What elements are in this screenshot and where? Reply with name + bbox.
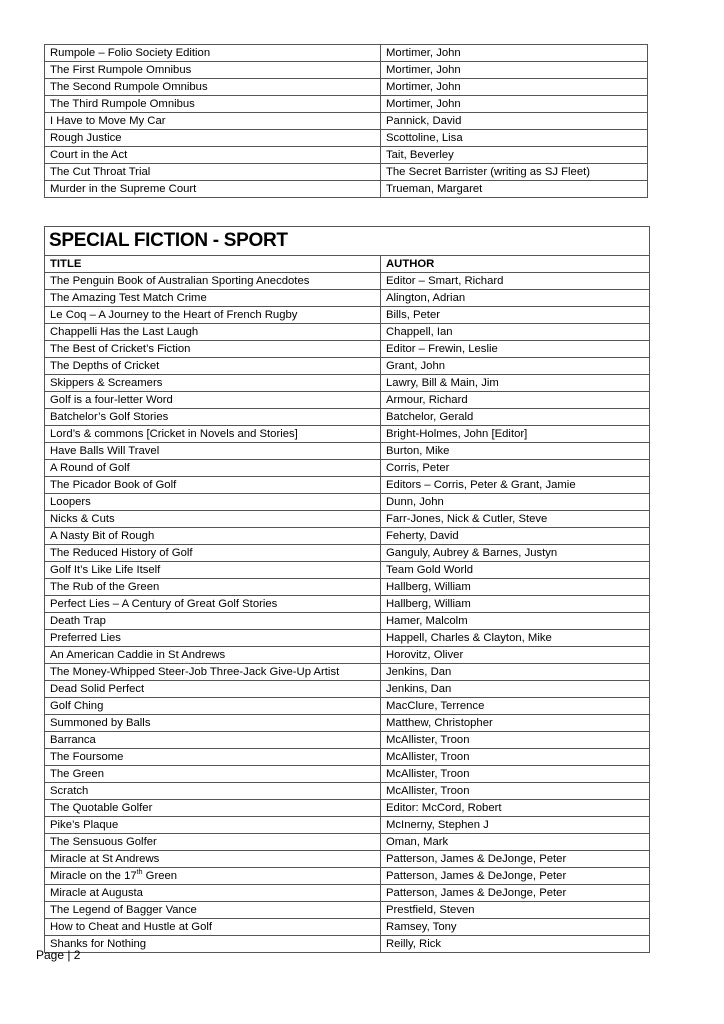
book-author: Mortimer, John xyxy=(381,62,648,79)
book-author: Trueman, Margaret xyxy=(381,181,648,198)
table-row xyxy=(45,613,650,630)
table-row xyxy=(45,45,648,62)
book-title: Golf It’s Like Life Itself xyxy=(45,562,381,579)
book-title: Nicks & Cuts xyxy=(45,511,381,528)
table-row xyxy=(45,477,650,494)
book-author: McAllister, Troon xyxy=(381,783,650,800)
book-title: The Penguin Book of Australian Sporting Anecdotes xyxy=(45,273,381,290)
book-author: Mortimer, John xyxy=(381,79,648,96)
book-author: Oman, Mark xyxy=(381,834,650,851)
table-row xyxy=(45,715,650,732)
table-row xyxy=(45,630,650,647)
book-title: Rough Justice xyxy=(45,130,381,147)
book-title: Miracle at St Andrews xyxy=(45,851,381,868)
book-title: Le Coq – A Journey to the Heart of French Rugby xyxy=(45,307,381,324)
table-row xyxy=(45,834,650,851)
table-row xyxy=(45,426,650,443)
book-title: Shanks for Nothing xyxy=(45,936,381,953)
table-row xyxy=(45,460,650,477)
book-title: The Reduced History of Golf xyxy=(45,545,381,562)
book-title: A Nasty Bit of Rough xyxy=(45,528,381,545)
book-author: Scottoline, Lisa xyxy=(381,130,648,147)
table-row xyxy=(45,494,650,511)
table-row xyxy=(45,817,650,834)
book-title: Court in the Act xyxy=(45,147,381,164)
book-title: Chappelli Has the Last Laugh xyxy=(45,324,381,341)
book-author: McAllister, Troon xyxy=(381,766,650,783)
table-row xyxy=(45,851,650,868)
table-row xyxy=(45,273,650,290)
table-row xyxy=(45,511,650,528)
book-author: Prestfield, Steven xyxy=(381,902,650,919)
book-author: Editor – Smart, Richard xyxy=(381,273,650,290)
book-title: How to Cheat and Hustle at Golf xyxy=(45,919,381,936)
book-author: Lawry, Bill & Main, Jim xyxy=(381,375,650,392)
book-title: Pike’s Plaque xyxy=(45,817,381,834)
table-row xyxy=(45,181,648,198)
book-author: Armour, Richard xyxy=(381,392,650,409)
book-title: Skippers & Screamers xyxy=(45,375,381,392)
book-author: Ramsey, Tony xyxy=(381,919,650,936)
book-author: Alington, Adrian xyxy=(381,290,650,307)
book-author: Editors – Corris, Peter & Grant, Jamie xyxy=(381,477,650,494)
table-row xyxy=(45,528,650,545)
book-title: Lord’s & commons [Cricket in Novels and Stories] xyxy=(45,426,381,443)
book-author: Reilly, Rick xyxy=(381,936,650,953)
book-author: Grant, John xyxy=(381,358,650,375)
table-row xyxy=(45,783,650,800)
book-author: Hallberg, William xyxy=(381,596,650,613)
table-row xyxy=(45,358,650,375)
title-tail: Green xyxy=(142,870,178,882)
book-title: The Best of Cricket’s Fiction xyxy=(45,341,381,358)
ordinal-suffix: th xyxy=(136,869,143,877)
table-row xyxy=(45,885,650,902)
book-title: The First Rumpole Omnibus xyxy=(45,62,381,79)
table-row xyxy=(45,392,650,409)
table-row xyxy=(45,545,650,562)
book-title: The Second Rumpole Omnibus xyxy=(45,79,381,96)
book-title: Batchelor’s Golf Stories xyxy=(45,409,381,426)
book-title: Preferred Lies xyxy=(45,630,381,647)
book-author: Burton, Mike xyxy=(381,443,650,460)
book-author: Patterson, James & DeJonge, Peter xyxy=(381,868,650,885)
book-author: Happell, Charles & Clayton, Mike xyxy=(381,630,650,647)
table-row xyxy=(45,749,650,766)
table-row xyxy=(45,596,650,613)
book-title: An American Caddie in St Andrews xyxy=(45,647,381,664)
book-author: Mortimer, John xyxy=(381,96,648,113)
book-title: The Legend of Bagger Vance xyxy=(45,902,381,919)
table-row xyxy=(45,341,650,358)
table-row xyxy=(45,164,648,181)
book-title: Barranca xyxy=(45,732,381,749)
book-title: Miracle on the 17th Green xyxy=(45,868,381,885)
book-author: Matthew, Christopher xyxy=(381,715,650,732)
table-row xyxy=(45,681,650,698)
book-author: The Secret Barrister (writing as SJ Fleet) xyxy=(381,164,648,181)
column-header-title: TITLE xyxy=(45,256,381,273)
book-author: Ganguly, Aubrey & Barnes, Justyn xyxy=(381,545,650,562)
table-row xyxy=(45,113,648,130)
book-title: The Picador Book of Golf xyxy=(45,477,381,494)
book-author: Hamer, Malcolm xyxy=(381,613,650,630)
table-row xyxy=(45,324,650,341)
book-author: Bright-Holmes, John [Editor] xyxy=(381,426,650,443)
book-author: Patterson, James & DeJonge, Peter xyxy=(381,851,650,868)
book-author: Tait, Beverley xyxy=(381,147,648,164)
book-title: Summoned by Balls xyxy=(45,715,381,732)
table-row xyxy=(45,443,650,460)
table-row xyxy=(45,130,648,147)
book-author: Jenkins, Dan xyxy=(381,664,650,681)
book-author: Batchelor, Gerald xyxy=(381,409,650,426)
book-title: A Round of Golf xyxy=(45,460,381,477)
table-row xyxy=(45,698,650,715)
table-row xyxy=(45,647,650,664)
book-title: The Money-Whipped Steer-Job Three-Jack Give-Up Artist xyxy=(45,664,381,681)
book-author: Pannick, David xyxy=(381,113,648,130)
table-row xyxy=(45,732,650,749)
section-heading: SPECIAL FICTION - SPORT xyxy=(45,227,650,256)
book-author: Chappell, Ian xyxy=(381,324,650,341)
book-title: The Depths of Cricket xyxy=(45,358,381,375)
book-author: Jenkins, Dan xyxy=(381,681,650,698)
book-title: The Sensuous Golfer xyxy=(45,834,381,851)
table-row xyxy=(45,62,648,79)
book-title: Golf is a four-letter Word xyxy=(45,392,381,409)
book-author: Mortimer, John xyxy=(381,45,648,62)
book-author: Feherty, David xyxy=(381,528,650,545)
table-row xyxy=(45,562,650,579)
book-author: McAllister, Troon xyxy=(381,732,650,749)
table-row xyxy=(45,375,650,392)
table-row xyxy=(45,290,650,307)
book-author: Editor: McCord, Robert xyxy=(381,800,650,817)
book-title: Perfect Lies – A Century of Great Golf Stories xyxy=(45,596,381,613)
book-author: Hallberg, William xyxy=(381,579,650,596)
table-row xyxy=(45,79,648,96)
page-number: Page | 2 xyxy=(36,948,81,962)
table-row xyxy=(45,902,650,919)
book-author: McAllister, Troon xyxy=(381,749,650,766)
book-title: Dead Solid Perfect xyxy=(45,681,381,698)
book-author: McInerny, Stephen J xyxy=(381,817,650,834)
table-row xyxy=(45,800,650,817)
book-title: The Green xyxy=(45,766,381,783)
table-row xyxy=(45,579,650,596)
book-title: Rumpole – Folio Society Edition xyxy=(45,45,381,62)
table-row xyxy=(45,307,650,324)
sport-fiction-table xyxy=(44,226,650,953)
column-header-author: AUTHOR xyxy=(381,256,650,273)
book-author: Corris, Peter xyxy=(381,460,650,477)
book-title: Have Balls Will Travel xyxy=(45,443,381,460)
book-title: The Cut Throat Trial xyxy=(45,164,381,181)
book-author: MacClure, Terrence xyxy=(381,698,650,715)
table-row xyxy=(45,664,650,681)
book-author: Bills, Peter xyxy=(381,307,650,324)
book-title: I Have to Move My Car xyxy=(45,113,381,130)
book-title: The Third Rumpole Omnibus xyxy=(45,96,381,113)
book-title: Loopers xyxy=(45,494,381,511)
book-author: Editor – Frewin, Leslie xyxy=(381,341,650,358)
book-title: The Amazing Test Match Crime xyxy=(45,290,381,307)
book-title: Murder in the Supreme Court xyxy=(45,181,381,198)
books-table-continued xyxy=(44,44,648,198)
book-title: Scratch xyxy=(45,783,381,800)
book-title: The Rub of the Green xyxy=(45,579,381,596)
book-title: Golf Ching xyxy=(45,698,381,715)
book-title: The Foursome xyxy=(45,749,381,766)
table-row xyxy=(45,409,650,426)
table-row xyxy=(45,147,648,164)
table-row xyxy=(45,96,648,113)
table-row xyxy=(45,766,650,783)
book-author: Dunn, John xyxy=(381,494,650,511)
book-author: Farr-Jones, Nick & Cutler, Steve xyxy=(381,511,650,528)
table-row xyxy=(45,868,650,885)
book-author: Team Gold World xyxy=(381,562,650,579)
book-title: The Quotable Golfer xyxy=(45,800,381,817)
book-author: Patterson, James & DeJonge, Peter xyxy=(381,885,650,902)
book-author: Horovitz, Oliver xyxy=(381,647,650,664)
table-row xyxy=(45,936,650,953)
book-title: Miracle at Augusta xyxy=(45,885,381,902)
table-row xyxy=(45,919,650,936)
book-title: Death Trap xyxy=(45,613,381,630)
